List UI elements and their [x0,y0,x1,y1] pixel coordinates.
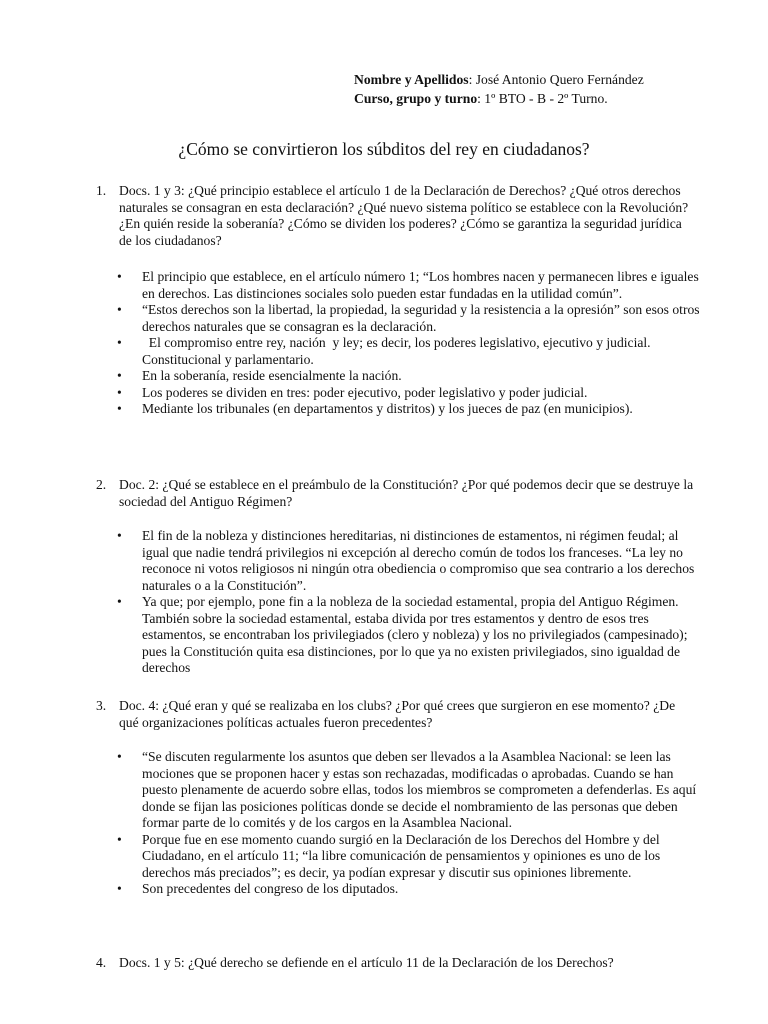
answer-text: Son precedentes del congreso de los diputados. [142,881,399,896]
student-header [354,70,644,108]
answer-text: Mediante los tribunales (en departamentos y distritos) y los jueces de paz (en municipios). [142,401,633,416]
bullet-icon: • [117,368,122,383]
list-item [117,302,702,335]
question-number: 4. [96,955,107,970]
bullet-icon: • [117,594,122,609]
list-item [117,528,702,594]
answer-text: Porque fue en ese momento cuando surgió en la Declaración de los Derechos del Hombre y del Ciudadano, en el artículo 11; “la libre comunicación de pensamientos y opiniones es uno de los derechos más preciados”; es decir, ya podían expresar y discutir sus opiniones libremente. [142,831,661,880]
list-item [117,401,702,418]
bullet-icon: • [117,881,122,896]
course-value: : 1º BTO - B - 2º Turno. [477,91,608,106]
list-item [117,269,702,302]
course-label: Curso, grupo y turno [354,91,478,106]
question-text: Docs. 1 y 3: ¿Qué principio establece el artículo 1 de la Declaración de Derechos? ¿Qué otros derechos naturales se consagran en esta declaración? ¿Qué nuevo sistema político se establece con la Revolución? ¿En quién reside la soberanía? ¿Cómo se dividen los poderes? ¿Cómo se garantiza la seguridad jurídica de los ciudadanos? [119,183,689,248]
course-line [354,89,644,108]
question-text: Docs. 1 y 5: ¿Qué derecho se defiende en el artículo 11 de la Declaración de los Derechos? [119,955,614,970]
bullet-icon: • [117,335,122,350]
question-text: Doc. 2: ¿Qué se establece en el preámbulo de la Constitución? ¿Por qué podemos decir que se destruye la sociedad del Antiguo Régimen? [119,477,694,509]
answer-text: Ya que; por ejemplo, pone fin a la nobleza de la sociedad estamental, propia del Antiguo Régimen. También sobre la sociedad estamental, estaba divida por tres estamentos y dentro de esos tres estamentos, se encontraban los privilegiados (clero y nobleza) y los no privilegiados (campesinado); pues la Constitución quita esa distinciones, por lo que ya no existen privilegiados, sino igualdad de derechos [142,594,688,675]
question-number: 3. [96,698,107,713]
question-number: 1. [96,183,107,198]
list-item [117,368,702,385]
question-1 [96,183,696,249]
bullet-icon: • [117,401,122,416]
list-item [117,385,702,402]
answer-text: “Estos derechos son la libertad, la propiedad, la seguridad y la resistencia a la opresión” son esos otros derechos naturales que se consagran es la declaración. [142,302,700,334]
answer-text: En la soberanía, reside esencialmente la nación. [142,368,402,383]
bullet-icon: • [117,749,122,764]
question-2 [96,477,696,510]
list-item [117,594,702,677]
question-number: 2. [96,477,107,492]
name-line [354,70,644,89]
bullet-icon: • [117,269,122,284]
list-item [117,335,702,368]
question-4 [96,955,696,972]
answer-list-2 [117,528,702,677]
bullet-icon: • [117,302,122,317]
list-item [117,832,702,882]
answer-text: El fin de la nobleza y distinciones hereditarias, ni distinciones de estamentos, ni régimen feudal; al igual que nadie tendrá privilegios ni excepción al derecho común de todos los franceses. “La ley no reconoce ni votos religiosos ni ningún otra obediencia o compromiso que sea contrario a los derechos naturales o a la Constitución”. [142,528,695,593]
answer-text: Los poderes se dividen en tres: poder ejecutivo, poder legislativo y poder judicial. [142,384,588,400]
name-value: : José Antonio Quero Fernández [468,72,644,87]
list-item [117,881,702,898]
page-title: ¿Cómo se convirtieron los súbditos del rey en ciudadanos? [178,139,590,159]
answer-text: El principio que establece, en el artículo número 1; “Los hombres nacen y permanecen libres e iguales en derechos. Las distinciones sociales solo pueden estar fundadas en la utilidad común”. [142,269,703,301]
bullet-icon: • [117,384,122,400]
answer-text: El compromiso entre rey, nación y ley; es decir, los poderes legislativo, ejecutivo y judicial. Constitucional y parlamentario. [142,335,654,367]
bullet-icon: • [117,831,122,847]
bullet-icon: • [117,528,122,543]
question-3 [96,698,696,731]
name-label: Nombre y Apellidos [354,72,469,87]
answer-text: “Se discuten regularmente los asuntos que deben ser llevados a la Asamblea Nacional: se leen las mociones que se proponen hacer y estas son rechazadas, modificadas o aprobadas. Cuando se han puesto plenamente de acuerdo sobre ellas, todos los miembros se comprometen a defenderlas. Es aquí donde se fijan las posiciones políticas donde se decide el nombramiento de las personas que deben formar parte de lo comités y de los cargos en la Asamblea Nacional. [142,749,697,830]
question-text: Doc. 4: ¿Qué eran y qué se realizaba en los clubs? ¿Por qué crees que surgieron en ese momento? ¿De qué organizaciones políticas actuales fueron precedentes? [119,698,676,730]
list-item [117,749,702,832]
answer-list-1 [117,269,702,418]
answer-list-3 [117,749,702,898]
